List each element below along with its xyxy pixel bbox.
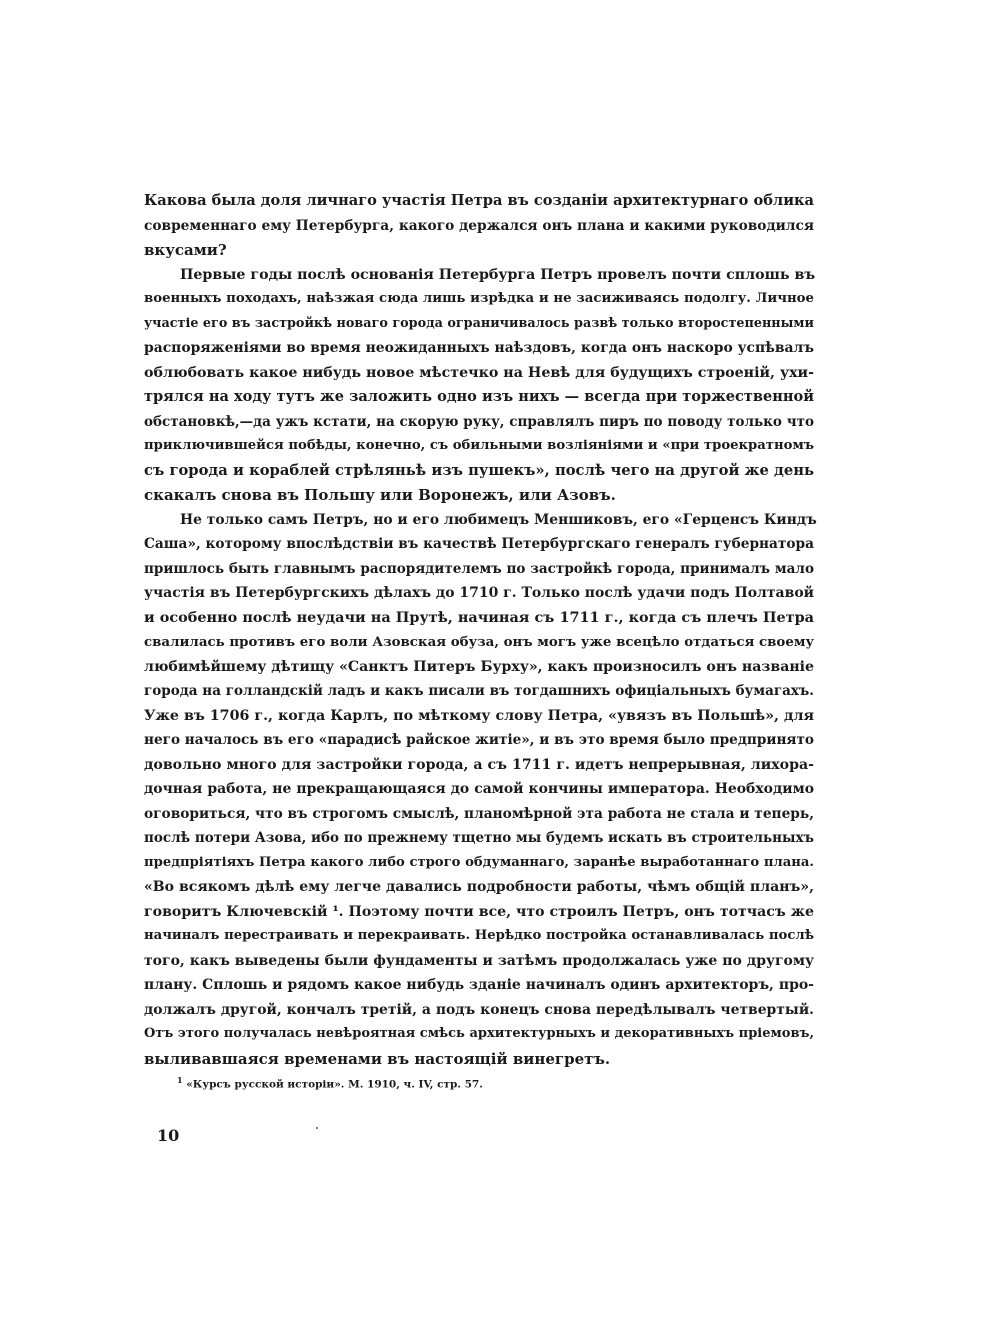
footnote bbox=[177, 1075, 483, 1091]
text-line: оговориться, что въ строгомъ смыслѣ, планомѣрной эта работа не стала и теперь, bbox=[144, 805, 814, 822]
text-line: предпріятіяхъ Петра какого либо строго обдуманнаго, заранѣе выработаннаго плана. bbox=[144, 854, 814, 870]
text-line: довольно много для застройки города, а съ 1711 г. идетъ непрерывная, лихора- bbox=[144, 756, 814, 773]
text-line: начиналъ перестраивать и перекраивать. Нерѣдко постройка останавливалась послѣ bbox=[144, 928, 814, 943]
text-line: съ города и кораблей стрѣляньѣ изъ пушекъ», послѣ чего на другой же день bbox=[144, 461, 814, 479]
text-line: облюбовать какое нибудь новое мѣстечко на Невѣ для будущихъ строеній, ухи- bbox=[144, 364, 814, 381]
text-line: Отъ этого получалась невѣроятная смѣсь архитектурныхъ и декоративныхъ пріемовъ, bbox=[144, 1026, 814, 1041]
text-line: военныхъ походахъ, наѣзжая сюда лишь изрѣдка и не засиживаясь подолгу. Личное bbox=[144, 291, 814, 306]
text-line: и особенно послѣ неудачи на Прутѣ, начиная съ 1711 г., когда съ плечъ Петра bbox=[144, 608, 814, 626]
text-line: приключившейся побѣды, конечно, съ обильными возліяніями и «при троекратномъ bbox=[144, 438, 814, 453]
text-line: скакалъ снова въ Польшу или Воронежъ, или Азовъ. bbox=[144, 486, 616, 504]
text-line: «Во всякомъ дѣлѣ ему легче давались подробности работы, чѣмъ общій планъ», bbox=[144, 879, 814, 895]
text-line: должалъ другой, кончалъ третій, а подъ конецъ снова передѣлывалъ четвертый. bbox=[144, 1001, 814, 1018]
text-line: обстановкѣ,—да ужъ кстати, на скорую руку, справлялъ пиръ по поводу только что bbox=[144, 413, 814, 430]
text-line: дочная работа, не прекращающаяся до самой кончины императора. Необходимо bbox=[144, 781, 814, 797]
text-line: трялся на ходу тутъ же заложить одно изъ нихъ — всегда при торжественной bbox=[144, 388, 814, 405]
text-line: плану. Сплошь и рядомъ какое нибудь зданіе начиналъ одинъ архитекторъ, про- bbox=[144, 977, 814, 993]
text-line: участія въ Петербургскихъ дѣлахъ до 1710 г. Только послѣ удачи подъ Полтавой bbox=[144, 585, 814, 601]
footnote-text: «Курсъ русской исторіи». М. 1910, ч. IV, стр. 57. bbox=[186, 1078, 483, 1091]
text-line: свалилась противъ его воли Азовская обуза, онъ могъ уже всецѣло отдаться своему bbox=[144, 634, 814, 650]
text-line: говоритъ Ключевскій ¹. Поэтому почти все, что строилъ Петръ, онъ тотчасъ же bbox=[144, 903, 814, 920]
text-line: пришлось быть главнымъ распорядителемъ по застройкѣ города, принималъ мало bbox=[144, 560, 814, 577]
text-line: послѣ потери Азова, ибо по прежнему тщетно мы будемъ искать въ строительныхъ bbox=[144, 830, 814, 846]
text-line: выливавшаяся временами въ настоящій винегретъ. bbox=[144, 1049, 611, 1068]
main-text bbox=[144, 189, 817, 1071]
text-line: Какова была доля личнаго участія Петра въ созданіи архитектурнаго облика bbox=[144, 192, 814, 209]
text-line: любимѣйшему дѣтищу «Санктъ Питеръ Бурху», какъ произносилъ онъ названіе bbox=[144, 658, 814, 675]
text-line: Первые годы послѣ основанія Петербурга Петръ провелъ почти сплошь въ bbox=[180, 266, 816, 283]
paragraph bbox=[144, 189, 814, 263]
text-line: него началось въ его «парадисѣ райское житіе», и въ это время было предпринято bbox=[144, 732, 814, 748]
text-line: Уже въ 1706 г., когда Карлъ, по мѣткому слову Петра, «увязъ въ Польшѣ», для bbox=[144, 707, 814, 724]
page-number: 10 bbox=[157, 1126, 180, 1145]
text-line: того, какъ выведены были фундаменты и затѣмъ продолжалась уже по другому bbox=[144, 952, 814, 969]
paragraph bbox=[144, 508, 817, 1072]
text-line: Саша», которому впослѣдствіи въ качествѣ Петербургскаго генералъ губернатора bbox=[144, 536, 815, 552]
text-line: распоряженіями во время неожиданныхъ наѣздовъ, когда онъ наскоро успѣвалъ bbox=[144, 340, 814, 356]
print-speck bbox=[316, 1127, 318, 1129]
text-line: вкусами? bbox=[144, 241, 227, 259]
text-line: города на голландскій ладъ и какъ писали въ тогдашнихъ офиціальныхъ бумагахъ. bbox=[144, 683, 814, 699]
footnote-marker: 1 bbox=[177, 1075, 183, 1085]
text-line: современнаго ему Петербурга, какого держался онъ плана и какими руководился bbox=[144, 217, 814, 234]
text-line: участіе его въ застройкѣ новаго города ограничивалось развѣ только второстепенными bbox=[144, 315, 814, 331]
text-line: Не только самъ Петръ, но и его любимецъ Меншиковъ, его «Герценсъ Киндъ bbox=[180, 511, 817, 528]
paragraph bbox=[144, 263, 814, 508]
